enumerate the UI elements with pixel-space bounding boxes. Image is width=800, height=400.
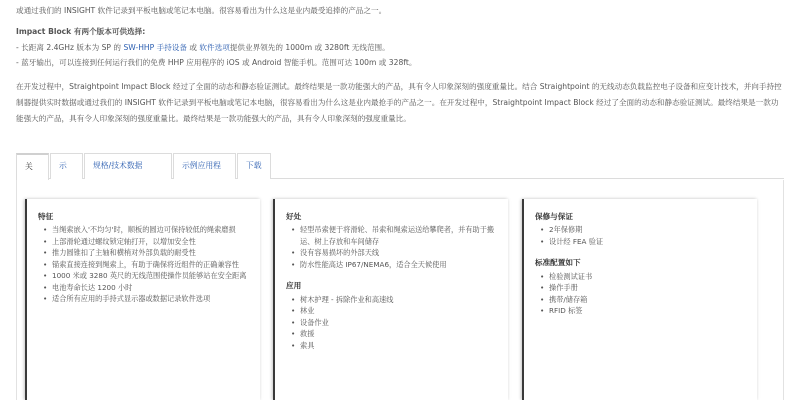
standard-config-heading: 标准配置如下 — [535, 258, 581, 268]
applications-heading: 应用 — [286, 281, 302, 291]
warranty-card — [522, 199, 757, 400]
list-item: • 设计经 FEA 验证 — [549, 236, 747, 248]
list-item: • 锚索直接连接到绳索上，有助于确保将近组件的正确兼容性 — [52, 259, 250, 271]
list-item: • 电池寿命长达 1200 小时 — [52, 282, 250, 294]
applications-list — [286, 294, 498, 352]
option1-prefix: - 长距离 2.4GHz 版本为 SP 的 — [16, 43, 124, 52]
tab-download[interactable]: 下载 — [237, 153, 271, 179]
tab-about[interactable]: 关 — [16, 153, 49, 180]
list-item: • RFID 标签 — [549, 305, 747, 317]
tab-specs[interactable]: 规格/技术数据 — [84, 153, 172, 179]
version-option-1 — [16, 42, 784, 53]
list-item: • 推力圆锥扣了主轴和横梢对外部负载的耐受性 — [52, 247, 250, 259]
list-item: • 没有容易损坏的外部天线 — [300, 247, 498, 259]
intro-paragraph-1: 或通过我们的 INSIGHT 软件记录到平板电脑或笔记本电脑。很容易看出为什么这是业内最受追捧的产品之一。 — [16, 6, 387, 15]
list-item: • 适合所有应用的手持式显示器或数据记录软件选项 — [52, 293, 250, 305]
list-item: • 操作手册 — [549, 282, 747, 294]
sw-hhp-handheld-link[interactable]: SW-HHP 手持设备 — [123, 43, 187, 52]
impact-versions-title: Impact Block 有两个版本可供选择: — [16, 27, 146, 36]
list-item: • 携带/储存箱 — [549, 294, 747, 306]
warranty-heading: 保修与保证 — [535, 212, 573, 221]
standard-config-list — [535, 271, 747, 317]
intro-paragraph-3: 在开发过程中，Straightpoint Impact Block 经过了全面的动态和静态验证测试。最终结果是一款功能强大的产品，具有令人印象深刻的强度重量比。结合 Straightpoint 的无线动态负载监控电子设备和应变计技术，并向手持控制器提供实时数据或通过我们的 INSIGHT 软件记录到平板电脑或笔记本电脑，很容易看出为什么这是业内最抢手的产品之一。在开发过程中，Straightpoint Impact Block 经过了全面的动态和静态验证测试。最终结果是一款功能强大的产品，具有令人印象深刻的强度重量比。最终结果是一款功能强大的产品，具有令人印象深刻的强度重量比。 — [16, 82, 782, 123]
list-item: • 1000 米或 3280 英尺的无线范围使操作员能够站在安全距离 — [52, 270, 250, 282]
list-item: • 救援 — [300, 328, 498, 340]
benefits-heading: 好处 — [286, 212, 302, 221]
list-item: • 2年保修期 — [549, 224, 747, 236]
product-tabs — [16, 153, 784, 179]
tab-example-apps[interactable]: 示例应用程 — [173, 153, 236, 179]
list-item: • 检验测试证书 — [549, 271, 747, 283]
software-options-link[interactable]: 软件选项 — [199, 43, 230, 52]
tab-demo[interactable]: 示 — [50, 153, 83, 179]
features-list — [38, 224, 250, 305]
version-option-2: - 蓝牙输出，可以连接到任何运行我们的免费 HHP 应用程序的 iOS 或 Android 智能手机。范围可达 100m 或 328ft。 — [16, 58, 417, 67]
list-item: • 树木护理 - 拆除作业和高速线 — [300, 294, 498, 306]
list-item: • 索具 — [300, 340, 498, 352]
benefits-list — [286, 224, 498, 270]
option1-suffix: 提供业界领先的 1000m 或 3280ft 无线范围。 — [229, 43, 390, 52]
list-item: • 轻型吊索便于将滑轮、吊索和绳索运送给攀爬者，并有助于搬运、树上存放和车间储存 — [300, 224, 498, 247]
option1-mid: 或 — [187, 43, 200, 52]
features-card — [25, 199, 260, 400]
list-item: • 防水性能高达 IP67/NEMA6，适合全天候使用 — [300, 259, 498, 271]
list-item: • 上部滑轮通过螺纹锁定轴打开，以增加安全性 — [52, 236, 250, 248]
warranty-list — [535, 224, 747, 247]
list-item: • 当绳索嵌入'不均匀'时，顺板的圆边可保持较低的绳索磨损 — [52, 224, 250, 236]
benefits-card — [273, 199, 508, 400]
list-item: • 设备作业 — [300, 317, 498, 329]
list-item: • 林业 — [300, 305, 498, 317]
features-heading: 特征 — [38, 212, 54, 221]
